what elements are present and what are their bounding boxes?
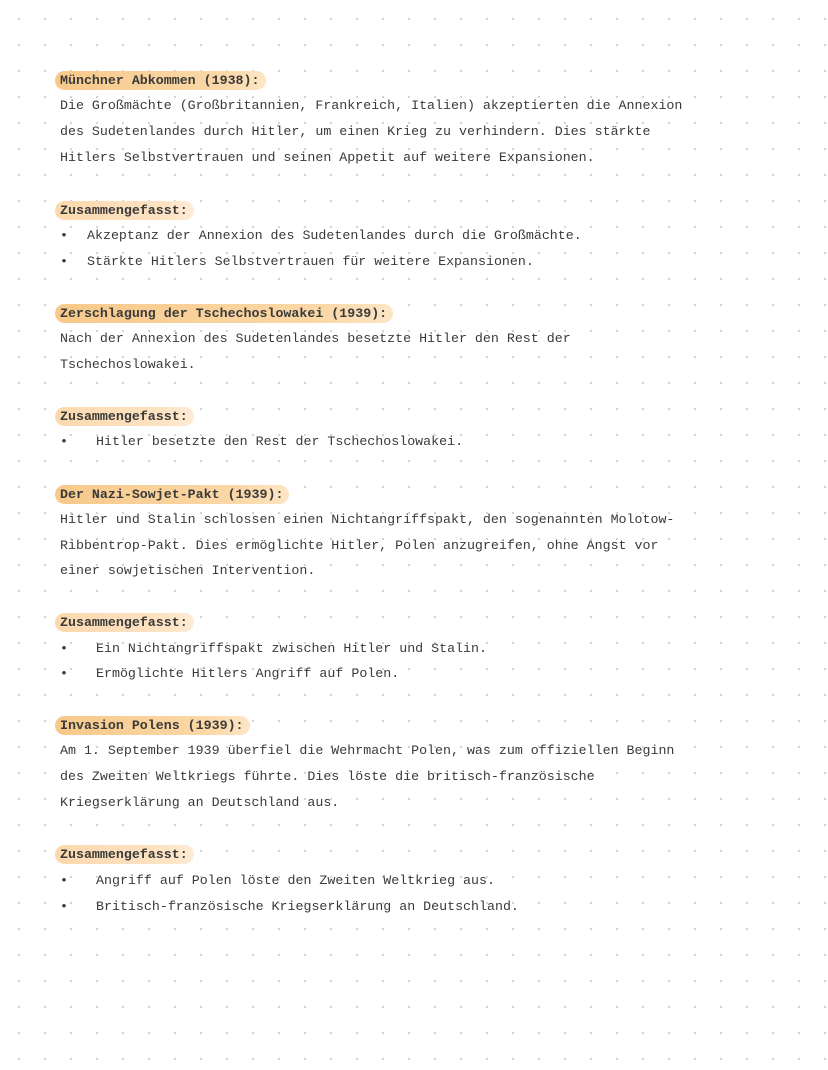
paragraph-line: des Zweiten Weltkriegs führte. Dies löste die britisch-französische [60, 769, 595, 784]
section-heading-invasion-polens: Invasion Polens (1939): [55, 716, 250, 735]
paragraph-line: Tschechoslowakei. [60, 357, 196, 372]
bullet-text: Britisch-französische Kriegserklärung an Deutschland. [96, 899, 519, 914]
bullet-text: Ein Nichtangriffspakt zwischen Hitler und Stalin. [96, 641, 487, 656]
section-heading-nazi-sowjet-pakt: Der Nazi-Sowjet-Pakt (1939): [55, 485, 289, 504]
section-heading-muenchner-abkommen: Münchner Abkommen (1938): [55, 71, 266, 90]
summary-heading: Zusammengefasst: [55, 613, 194, 632]
bullet-text: Ermöglichte Hitlers Angriff auf Polen. [96, 666, 400, 681]
bullet-icon: • [60, 641, 68, 656]
paragraph-line: Hitlers Selbstvertrauen und seinen Appetit auf weitere Expansionen. [60, 150, 595, 165]
paragraph-line: Nach der Annexion des Sudetenlandes besetzte Hitler den Rest der [60, 331, 571, 346]
bullet-icon: • [60, 666, 68, 681]
bullet-icon: • [60, 228, 68, 243]
paragraph-line: Hitler und Stalin schlossen einen Nichtangriffspakt, den sogenannten Molotow- [60, 512, 675, 527]
bullet-icon: • [60, 434, 68, 449]
bullet-icon: • [60, 899, 68, 914]
bullet-icon: • [60, 254, 68, 269]
paragraph-line: des Sudetenlandes durch Hitler, um einen Krieg zu verhindern. Dies stärkte [60, 124, 651, 139]
section-heading-zerschlagung-tschechoslowakei: Zerschlagung der Tschechoslowakei (1939): [55, 304, 393, 323]
bullet-text: Angriff auf Polen löste den Zweiten Weltkrieg aus. [96, 873, 495, 888]
paragraph-line: Ribbentrop-Pakt. Dies ermöglichte Hitler, Polen anzugreifen, ohne Angst vor [60, 538, 659, 553]
summary-heading: Zusammengefasst: [55, 201, 194, 220]
paragraph-line: Die Großmächte (Großbritannien, Frankreich, Italien) akzeptierten die Annexion [60, 98, 683, 113]
bullet-icon: • [60, 873, 68, 888]
bullet-text: Stärkte Hitlers Selbstvertrauen für weitere Expansionen. [87, 254, 534, 269]
paragraph-line: Am 1. September 1939 überfiel die Wehrmacht Polen, was zum offiziellen Beginn [60, 743, 675, 758]
summary-heading: Zusammengefasst: [55, 407, 194, 426]
summary-heading: Zusammengefasst: [55, 845, 194, 864]
paragraph-line: Kriegserklärung an Deutschland aus. [60, 795, 340, 810]
bullet-text: Akzeptanz der Annexion des Sudetenlandes durch die Großmächte. [87, 228, 582, 243]
paragraph-line: einer sowjetischen Intervention. [60, 563, 316, 578]
bullet-text: Hitler besetzte den Rest der Tschechoslowakei. [96, 434, 464, 449]
